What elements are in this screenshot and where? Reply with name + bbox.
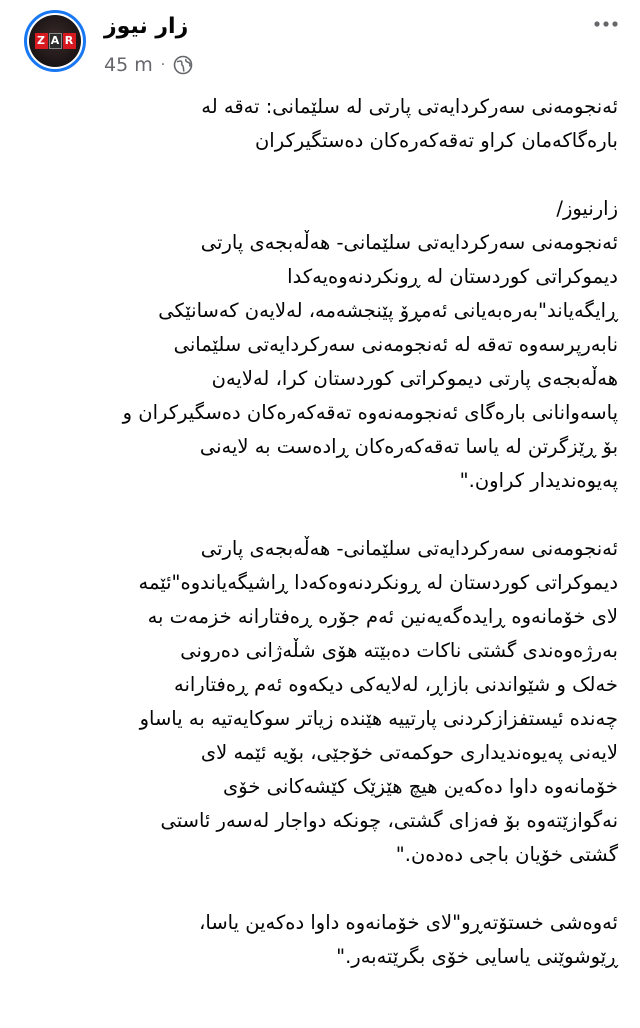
logo-letter-r: R xyxy=(63,33,76,49)
post-header xyxy=(0,0,640,90)
post-timestamp[interactable]: 45 m xyxy=(104,54,153,76)
avatar-logo-background xyxy=(29,15,81,67)
zar-logo xyxy=(35,33,76,49)
more-options-icon[interactable] xyxy=(592,14,620,34)
logo-letter-z: Z xyxy=(35,33,48,49)
post-paragraph-1: زارنیوز/ ئەنجومەنی سەرکردایەتی سلێمانی- هەڵەبجەی پارتی دیموکراتی کوردستان لە ڕونکردنەوەیەکدا ڕایگەیاند"بەرەبەیانی ئەمڕۆ پێنجشەمە، لەلایەن کەسانێکی نابەرپرسەوە تەقە لە ئەنجومەنی سەرکردایەتی سلێمانی هەڵەبجەی پارتی دیموکراتی کوردستان کرا، لەلایەن پاسەوانانی بارەگای ئەنجومەنەوە تەقەکەرەکان دەسگیرکران و بۆ ڕێزگرتن لە یاسا تەقەکەرەکان ڕادەست بە لایەنی پەیوەندیدار کراون." xyxy=(122,197,618,492)
logo-letter-a: A xyxy=(49,33,62,49)
post-paragraph-3: ئەوەشی خستۆتەڕو"لای خۆمانەوە داوا دەکەین یاسا، ڕێوشوێنی یاسایی خۆی بگرێتەبەر." xyxy=(199,911,618,968)
post-headline: ئەنجومەنی سەرکردایەتی پارتی لە سلێمانی: تەقە لە بارەگاکەمان کراو تەقەکەرەکان دەستگیرکران xyxy=(201,95,618,152)
post-meta xyxy=(104,54,193,76)
post-text xyxy=(26,90,618,1008)
page-avatar[interactable] xyxy=(24,10,86,72)
post-paragraph-2: ئەنجومەنی سەرکردایەتی سلێمانی- هەڵەبجەی پارتی دیموکراتی کوردستان لە ڕونکردنەوەکەدا ڕاشیگەیاندوە"ئێمە لای خۆمانەوە ڕایدەگەیەنین ئەم جۆرە ڕەفتارانە خزمەت بە بەرژەوەندی گشتی ناکات دەبێتە هۆی شڵەژانی دەرونی خەلک و شێواندنی بازاڕ، لەلایەکی دیکەوە ئەم ڕەفتارانە چەندە ئیستفزازکردنی پارتییە هێندە زیاتر سوکایەتیە بە یاساو لایەنی پەیوەندیداری حوکمەتی خۆجێی، بۆیە ئێمە لای خۆمانەوە داوا دەکەین هیچ هێزێک کێشەکانی خۆی نەگوازێتەوە بۆ فەزای گشتی، چونکە دواجار لەسەر ئاستی گشتی خۆیان باجی دەدەن." xyxy=(138,537,618,866)
globe-icon[interactable] xyxy=(173,55,193,75)
page-name-link[interactable]: زار نیوز xyxy=(104,14,189,39)
meta-separator: · xyxy=(160,57,166,73)
